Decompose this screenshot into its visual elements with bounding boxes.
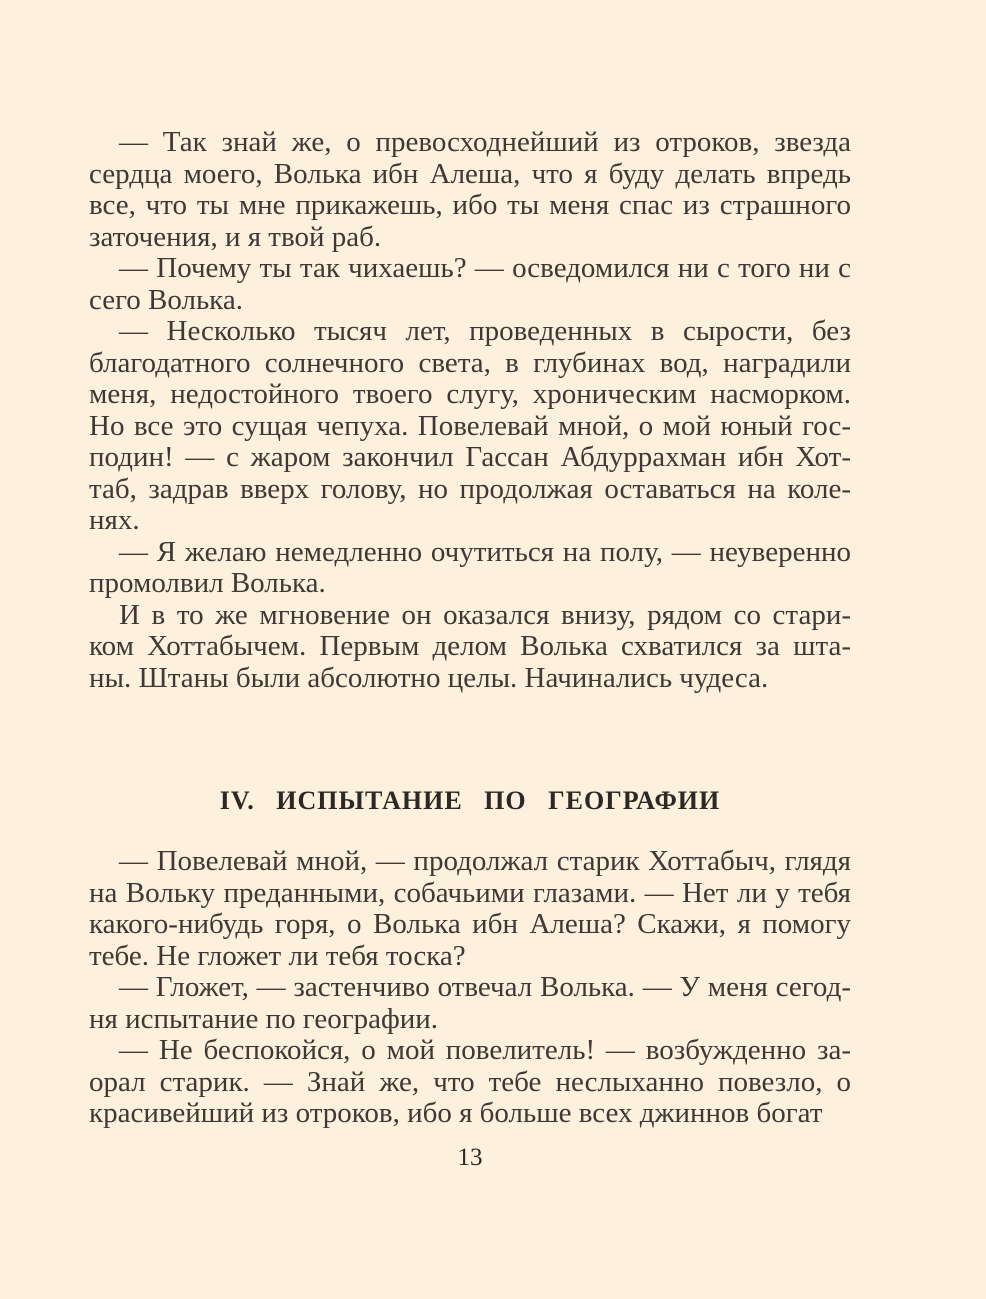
text-line: тебе. Не гложет ли тебя тоска? — [89, 939, 466, 972]
text-line: красивейший из отроков, ибо я больше всех джиннов богат — [89, 1097, 823, 1129]
text-line: на Вольку преданными, собачьими глазами. — Нет ли у тебя — [89, 876, 851, 909]
paragraph — [89, 127, 851, 253]
text-line: — Так знай же, о превосходнейший из отроков, звезда — [119, 126, 851, 158]
text-line: нях. — [89, 504, 140, 536]
text-column — [89, 0, 851, 1130]
paragraph — [89, 253, 851, 316]
text-line: ком Хоттабычем. Первым делом Волька схватился за шта- — [89, 630, 851, 662]
paragraphs-before-heading — [89, 127, 851, 694]
text-line: все, что ты мне прикажешь, ибо ты меня спас из страшного — [89, 189, 851, 221]
text-line: орал старик. — Знай же, что тебе неслыханно повезло, о — [89, 1065, 851, 1098]
text-line: И в то же мгновение он оказался внизу, рядом со стари- — [119, 598, 851, 631]
text-line: благодатного солнечного света, в глубинах вод, наградили — [89, 346, 851, 379]
paragraph — [89, 846, 851, 972]
text-line: меня, недостойного твоего слугу, хроническим насморком. — [89, 378, 851, 410]
paragraph — [89, 600, 851, 695]
paragraph — [89, 537, 851, 600]
text-line: — Я желаю немедленно очутиться на полу, — неуверенно — [119, 535, 851, 568]
text-line: Но все это сущая чепуха. Повелевай мной, о мой юный гос- — [89, 409, 851, 442]
text-line: сего Волька. — [89, 283, 243, 316]
text-line: сердца моего, Волька ибн Алеша, что я буду делать впредь — [89, 157, 851, 190]
text-line: — Повелевай мной, — продолжал старик Хоттабыч, глядя — [119, 845, 851, 877]
text-line: какого-нибудь горя, о Волька ибн Алеша? Скажи, я помогу — [89, 908, 851, 940]
text-line: подин! — с жаром закончил Гассан Абдуррахман ибн Хот- — [89, 441, 851, 473]
text-line: — Почему ты так чихаешь? — осведомился ни с того ни с — [119, 252, 851, 284]
text-line: — Гложет, — застенчиво отвечал Волька. — У меня сегод- — [119, 971, 851, 1003]
page-number: 13 — [457, 1144, 483, 1171]
text-line: ня испытание по географии. — [89, 1002, 439, 1035]
text-line: промолвил Волька. — [89, 567, 326, 599]
chapter-heading: IV. ИСПЫТАНИЕ ПО ГЕОГРАФИИ — [219, 786, 721, 815]
paragraphs-after-heading — [89, 846, 851, 1130]
paragraph — [89, 316, 851, 537]
text-line: таб, задрав вверх голову, но продолжая оставаться на коле- — [89, 472, 851, 505]
paragraph — [89, 972, 851, 1035]
paragraph — [89, 1035, 851, 1130]
text-line: ны. Штаны были абсолютно целы. Начинались чудеса. — [89, 661, 769, 694]
text-line: — Несколько тысяч лет, проведенных в сырости, без — [119, 315, 851, 347]
text-line: — Не беспокойся, о мой повелитель! — возбужденно за- — [119, 1034, 851, 1066]
text-line: заточения, и я твой раб. — [89, 220, 382, 253]
